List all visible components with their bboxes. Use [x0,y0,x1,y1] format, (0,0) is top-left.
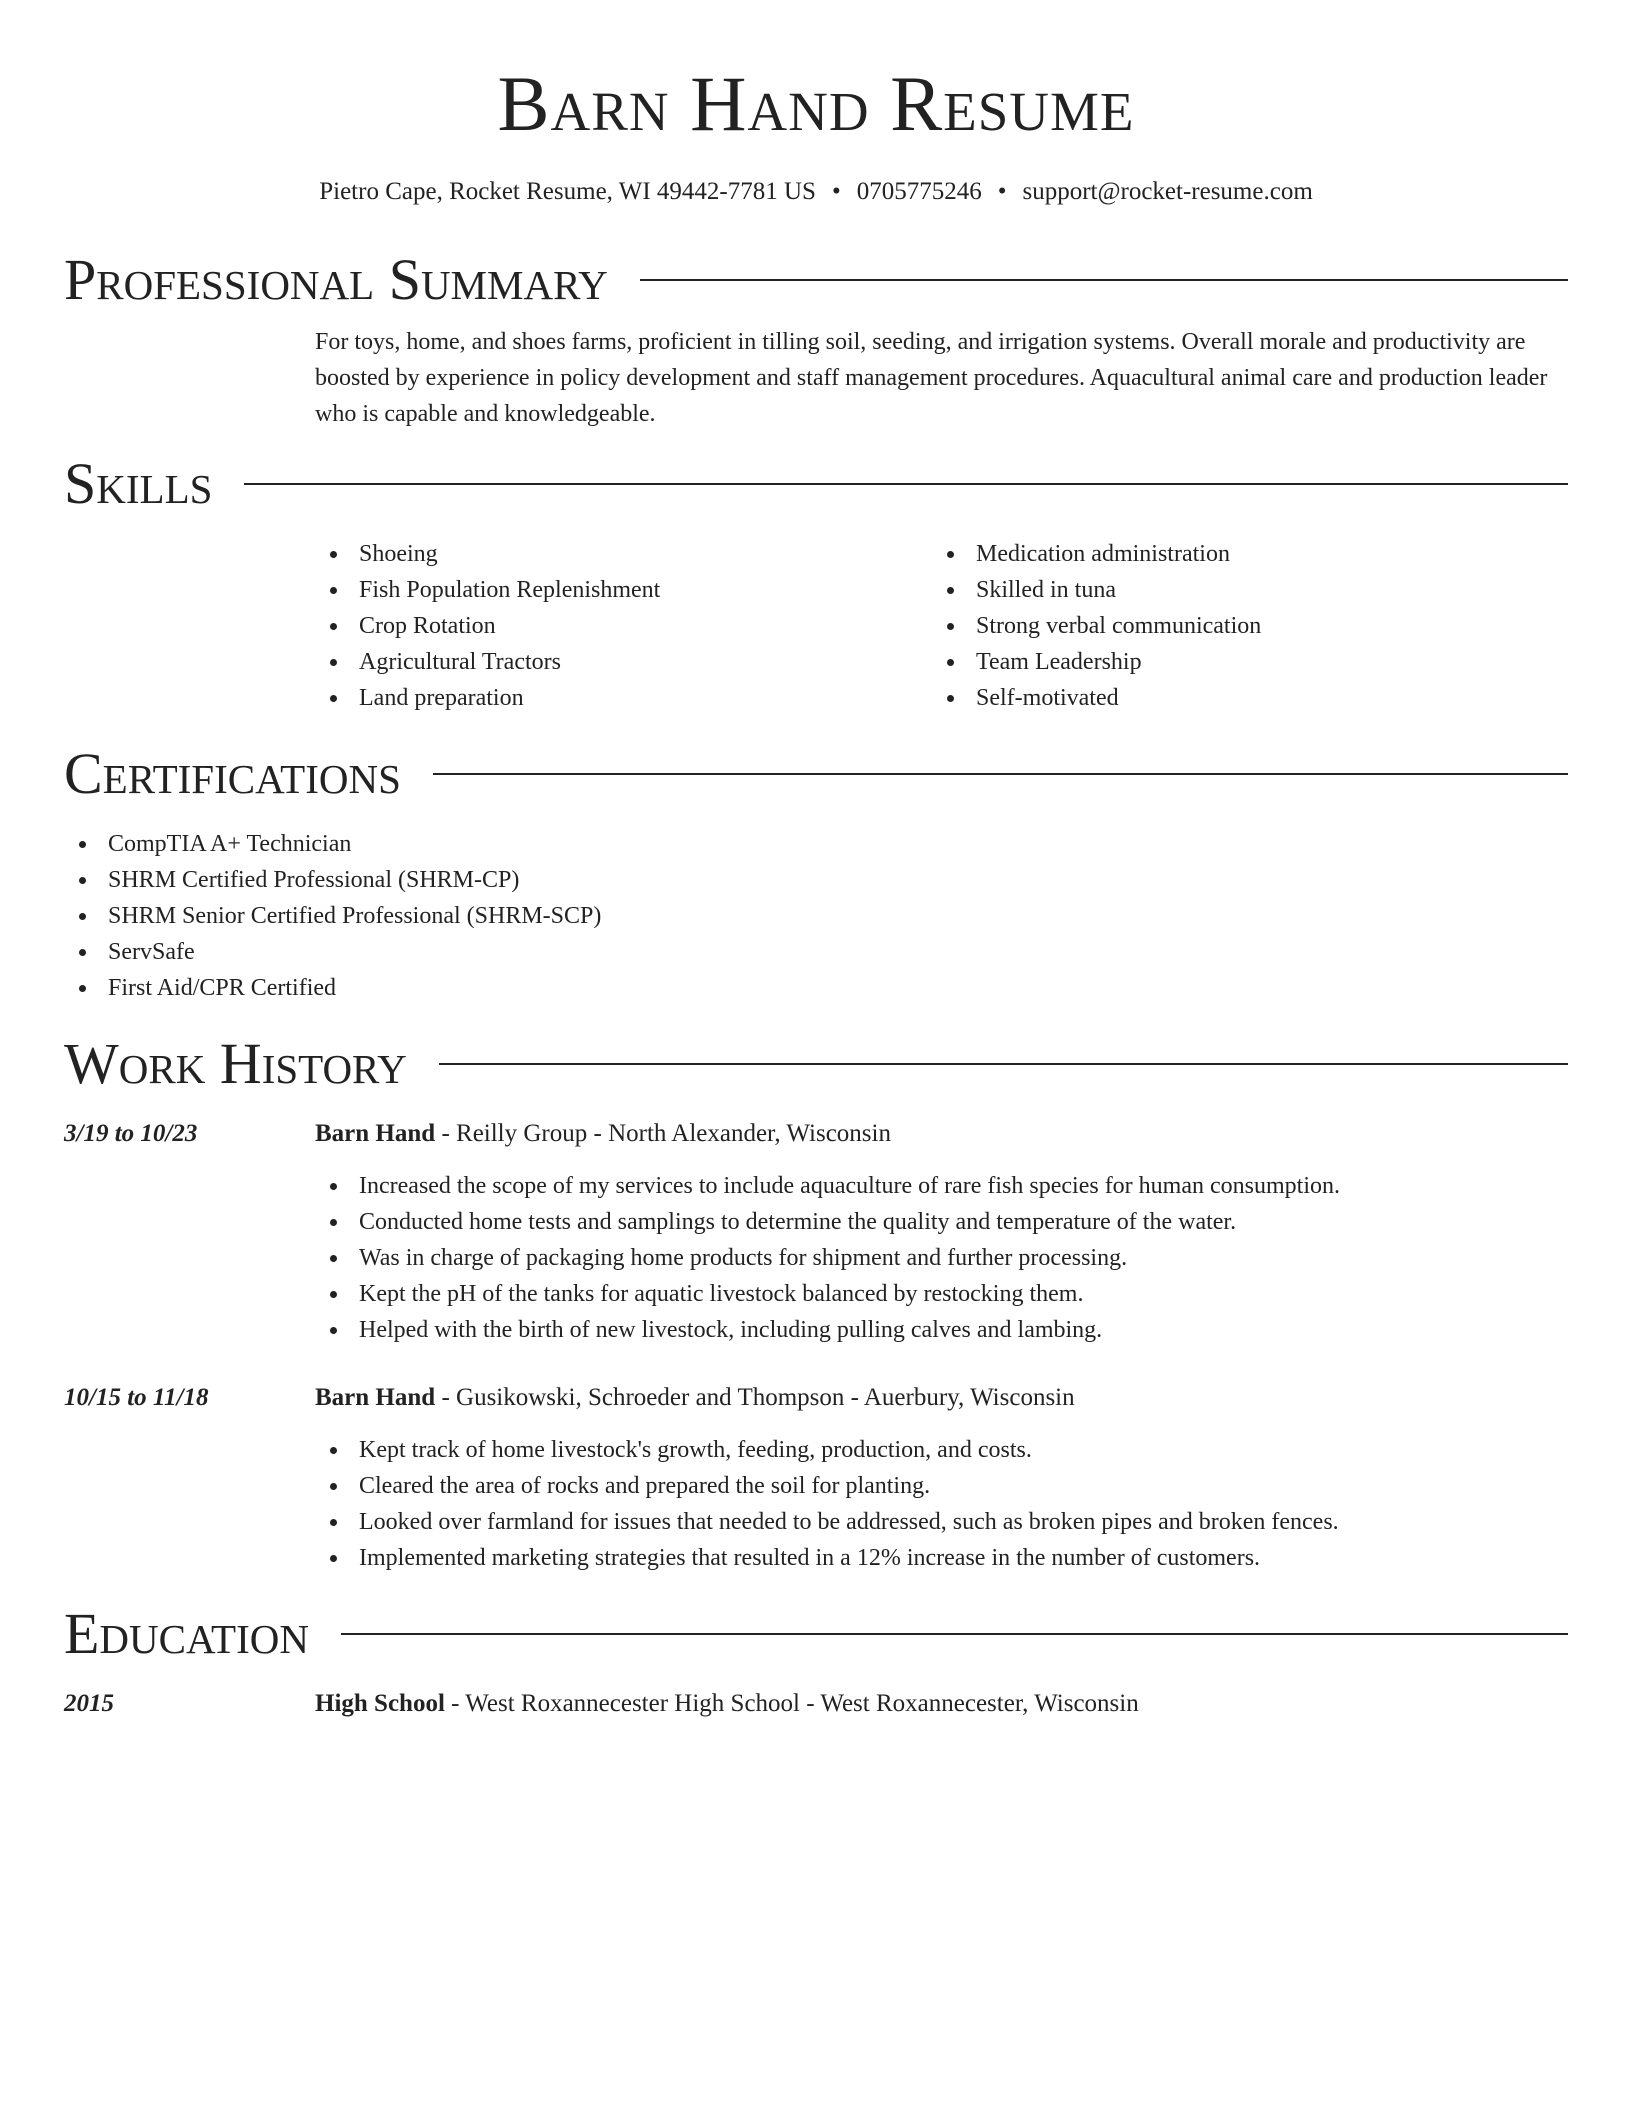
skills-heading [64,452,1568,516]
summary-section [64,248,1568,432]
job-bullet: Conducted home tests and samplings to determine the quality and temperature of the water. [315,1204,1568,1240]
skill-item: Land preparation [315,680,932,716]
summary-heading-text: Professional Summary [64,247,608,312]
job-bullet: Looked over farmland for issues that needed to be addressed, such as broken pipes and broken fences. [315,1504,1568,1540]
contact-separator: • [831,178,841,205]
certifications-heading-text: Certifications [64,741,401,806]
education-degree: High School [315,1690,445,1717]
education-heading [64,1602,1568,1666]
section-divider [244,483,1568,485]
certifications-section [64,742,1568,1006]
skill-item: Strong verbal communication [932,608,1549,644]
education-school: - West Roxannecester High School - West Roxannecester, Wisconsin [444,1690,1139,1717]
summary-heading [64,248,1568,312]
skill-item: Team Leadership [932,644,1549,680]
job-entry [64,1116,1568,1348]
skills-list-right [932,536,1549,716]
job-employer: - Reilly Group - North Alexander, Wisconsin [435,1120,891,1147]
work-history-section [64,1032,1568,1576]
skill-item: Shoeing [315,536,932,572]
skill-item: Crop Rotation [315,608,932,644]
job-title-line [315,1116,1568,1152]
certification-item: SHRM Senior Certified Professional (SHRM-SCP) [64,898,1568,934]
job-bullet: Cleared the area of rocks and prepared the soil for planting. [315,1468,1568,1504]
job-main [315,1116,1568,1348]
certifications-heading [64,742,1568,806]
certification-item: First Aid/CPR Certified [64,970,1568,1006]
education-main [315,1686,1568,1722]
skill-item: Agricultural Tractors [315,644,932,680]
contact-line [64,176,1568,208]
certification-item: CompTIA A+ Technician [64,826,1568,862]
job-entry [64,1380,1568,1576]
work-history-heading [64,1032,1568,1096]
job-dates: 10/15 to 11/18 [64,1384,209,1411]
skill-item: Medication administration [932,536,1549,572]
job-bullet: Kept the pH of the tanks for aquatic livestock balanced by restocking them. [315,1276,1568,1312]
job-bullet: Implemented marketing strategies that resulted in a 12% increase in the number of customers. [315,1540,1568,1576]
section-divider [439,1063,1568,1065]
job-bullet: Kept track of home livestock's growth, feeding, production, and costs. [315,1432,1568,1468]
skills-grid [315,536,1568,716]
work-history-heading-text: Work History [64,1031,407,1096]
education-line [315,1686,1568,1722]
job-employer: - Gusikowski, Schroeder and Thompson - Auerbury, Wisconsin [435,1384,1075,1411]
education-heading-text: Education [64,1601,309,1666]
job-title-line [315,1380,1568,1416]
job-dates: 3/19 to 10/23 [64,1120,198,1147]
resume-title: Barn Hand Resume [497,60,1135,147]
skills-section [64,452,1568,716]
job-title: Barn Hand [315,1384,436,1411]
skill-item: Fish Population Replenishment [315,572,932,608]
section-divider [433,773,1568,775]
section-divider [341,1633,1568,1635]
job-bullet: Helped with the birth of new livestock, including pulling calves and lambing. [315,1312,1568,1348]
job-title: Barn Hand [315,1120,436,1147]
contact-address: Pietro Cape, Rocket Resume, WI 49442-7781 US [319,178,816,205]
contact-separator: • [997,178,1007,205]
job-main [315,1380,1568,1576]
summary-text: For toys, home, and shoes farms, proficient in tilling soil, seeding, and irrigation systems. Overall morale and productivity are boosted by experience in policy development and staff management procedures. Aquacultural animal care and production leader who is capable and knowledgeable. [315,329,1548,427]
job-bullets [315,1432,1568,1576]
skill-item: Skilled in tuna [932,572,1549,608]
section-divider [640,279,1568,281]
resume-page [64,0,1568,1722]
certification-item: ServSafe [64,934,1568,970]
skills-list-left [315,536,932,716]
job-bullets [315,1168,1568,1348]
contact-phone: 0705775246 [856,178,982,205]
education-entry [64,1686,1568,1722]
skills-heading-text: Skills [64,451,213,516]
education-section [64,1602,1568,1722]
job-bullet: Was in charge of packaging home products for shipment and further processing. [315,1240,1568,1276]
skill-item: Self-motivated [932,680,1549,716]
education-year: 2015 [64,1690,114,1717]
certification-item: SHRM Certified Professional (SHRM-CP) [64,862,1568,898]
contact-email: support@rocket-resume.com [1022,178,1313,205]
certifications-list [64,826,1568,1006]
job-bullet: Increased the scope of my services to include aquaculture of rare fish species for human consumption. [315,1168,1568,1204]
